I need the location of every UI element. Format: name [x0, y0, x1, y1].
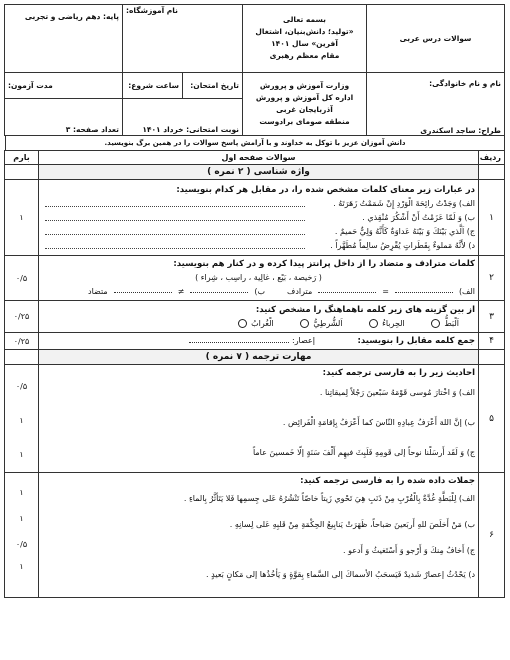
- answer-line[interactable]: [45, 206, 305, 207]
- list-item: ب) إنَّ اللهَ أَعْرَفُ عِبادِهِ النّاسَ كما أَعْرَفُ بِإقامَةِ الْفَرائِض .: [282, 418, 475, 427]
- questions-table: [4, 150, 505, 598]
- exam-date-cell: [182, 72, 242, 98]
- question-score: ۰/۲۵: [5, 301, 39, 333]
- subject-title: سوالات درس عربی: [399, 33, 472, 43]
- question-title: جمع کلمه مقابل را بنویسید:: [357, 336, 475, 346]
- answer-line[interactable]: [45, 248, 305, 249]
- answer-line[interactable]: [114, 292, 172, 293]
- question-6: [5, 473, 505, 598]
- section-translation-title: مهارت ترجمه ( ۷ نمره ): [39, 350, 479, 365]
- question-title: از بین گزینه های زیر کلمه ناهماهنگ را مشخص کنید:: [255, 304, 475, 315]
- list-item: د) لأَنَّهُ مَملوءٌ بِقَطَراتٍ يُقْرِضُ سالِماً مُطَهَّراً .: [42, 239, 475, 253]
- question-score: ۱: [19, 514, 24, 523]
- option-4[interactable]: الْغُرابُ: [236, 317, 274, 331]
- radio-circle-icon[interactable]: [300, 319, 309, 328]
- list-item: ب) مَنْ أَخلَصَ للهِ أَربَعينَ صَباحاً، ظَهَرَتْ يَنابِيعُ الحِكْمَةِ مِنْ قَلبِهِ عَلى لِسانِهِ .: [229, 520, 475, 529]
- program-attribution: مقام معظم رهبری: [269, 51, 340, 61]
- radio-circle-icon[interactable]: [431, 319, 440, 328]
- question-score: ۱: [19, 488, 24, 497]
- option-3[interactable]: اَلشُّرطِيُّ: [298, 317, 342, 331]
- program-cell: [242, 5, 366, 73]
- question-score: ۱: [5, 180, 39, 256]
- exam-header: [4, 4, 505, 136]
- question-4: [5, 333, 505, 350]
- question-body: [39, 333, 479, 350]
- answer-line[interactable]: [45, 220, 305, 221]
- question-body: [39, 301, 479, 333]
- question-title: احادیث زیر را به فارسی ترجمه کنید:: [322, 368, 475, 378]
- pages-cell: [4, 98, 122, 135]
- question-score: ۰/۵: [15, 382, 28, 391]
- answer-row: الف) = مترادف ب) ≠ متضاد: [88, 287, 475, 296]
- option-2[interactable]: الحِرباءُ: [367, 317, 405, 331]
- basmala: بسمه تعالی: [283, 15, 326, 25]
- option-1[interactable]: اَلْبَطُّ: [429, 317, 459, 331]
- word-bank: ( رَخيصة ، بَيْع ، غالِية ، راسِب ، شِراء ): [195, 273, 322, 282]
- grade-label: پایه: دهم ریاضی و تجربی: [24, 12, 119, 21]
- school-label: نام آموزشگاه:: [125, 6, 178, 15]
- answer-line[interactable]: [190, 292, 248, 293]
- school-cell: [122, 5, 242, 73]
- name-label: نام و نام خانوادگی:: [429, 78, 501, 88]
- designer-label: طراح: ساجد اسکندری: [420, 126, 501, 135]
- question-number: ۳: [479, 301, 505, 333]
- question-word: إعصار:: [292, 336, 315, 345]
- list-item: ج) أَخافُ مِنكَ وَ أَرْجو وَ أَسْتَغيثُ وَ أَدعو .: [343, 546, 475, 555]
- session-cell: [122, 98, 242, 135]
- questions-table-head: [5, 151, 505, 165]
- ministry-cell: [242, 72, 366, 135]
- question-number: ۴: [479, 333, 505, 350]
- question-3: [5, 301, 505, 333]
- pages-label: تعداد صفحه: ۳: [65, 125, 119, 134]
- questions-column-header: سوالات صفحه اول: [39, 151, 479, 165]
- question-body: [39, 365, 479, 473]
- list-item: الف) وَجَدْتُ رائِحَةَ الْوَرْدِ إِنْ شَمَمْتُ زَهَرَتَهُ .: [42, 197, 475, 211]
- answer-line[interactable]: [318, 292, 376, 293]
- duration-label: مدت آزمون:: [7, 80, 53, 90]
- question-2: [5, 256, 505, 301]
- question-scores: [5, 473, 39, 598]
- question-number: ۱: [479, 180, 505, 256]
- answer-line[interactable]: [45, 234, 305, 235]
- question-title: کلمات مترادف و متضاد را از داخل پرانتز پیدا کرده و در کنار هم بنویسید:: [173, 259, 475, 269]
- question-number: ۵: [479, 365, 505, 473]
- answer-line[interactable]: [189, 342, 289, 343]
- exam-sheet: [5, 4, 505, 656]
- score-column-header: بارم: [5, 151, 39, 165]
- list-item: ب) وَ لَمّا عَزَمْتُ أَنْ أَشْكُرَ مُنْقِذي .: [42, 211, 475, 225]
- duration-cell: [4, 72, 122, 98]
- question-title: جملات داده شده را به فارسی ترجمه کنید:: [300, 476, 475, 486]
- section-vocab-title: واژه شناسی ( ۲ نمره ): [39, 165, 479, 180]
- exam-date-label: تاریخ امتحان:: [190, 80, 239, 90]
- question-body: [39, 473, 479, 598]
- list-item: الف) لِلْبَطَّةِ غُدَّةٌ بِالْقُرْبِ مِنْ ذَنَبِ هِيَ تَحْوي زَيتاً خاصّاً تَنْشُرُهُ عَلى جِسمِها فَلا يَتَأثَّرُ بِالماءِ .: [183, 494, 475, 503]
- question-number: ۲: [479, 256, 505, 301]
- start-time-cell: [122, 72, 182, 98]
- radio-circle-icon[interactable]: [238, 319, 247, 328]
- instructions-notice: دانش آموزان عزیز با توکل به خداوند و با آرامش پاسخ سوالات را در همین برگ بنویسید.: [5, 136, 505, 150]
- question-number: ۶: [479, 473, 505, 598]
- question-score: ۱: [19, 450, 24, 459]
- province-office: اداره کل آموزش و پرورش آذربایجان غربی: [255, 92, 354, 114]
- list-item: ج) اَلَّذي بَيْنَكَ وَ بَيْنَهُ عَداوَةٌ كَأَنَّهُ وَلِيٌّ حَميمٌ .: [42, 225, 475, 239]
- question-body: [39, 256, 479, 301]
- start-time-label: ساعت شروع:: [128, 80, 179, 90]
- question-body: [39, 180, 479, 256]
- radio-circle-icon[interactable]: [369, 319, 378, 328]
- list-item: ج) وَ لَقَد أَرسَلْنا نوحاً إلى قَومِهِ فَلَبِثَ فيهِم أَلْفَ سَنَةٍ إلّا خَمسينَ عاماً: [252, 448, 475, 457]
- subject-cell: [367, 5, 505, 73]
- question-score: ۱: [19, 562, 24, 571]
- question-1: [5, 180, 505, 256]
- question-scores: [5, 365, 39, 473]
- grade-cell: [4, 5, 122, 73]
- district-name: منطقه صومای برادوست: [259, 116, 350, 126]
- list-item: د) يَحْدُثُ إعصارٌ شَديدٌ فَيَسحَبُ الأسماكَ إلى السَّماءِ بِقوَّةٍ وَ يَأخُذُها إلى مَكانٍ بَعيدٍ .: [206, 570, 475, 579]
- question-score: ۱: [19, 416, 24, 425]
- session-label: نوبت امتحانی: خرداد ۱۴۰۱: [142, 125, 239, 134]
- question-5: [5, 365, 505, 473]
- question-title: در عبارات زیر معنای کلمات مشخص شده را، در مقابل هر کدام بنویسید:: [176, 184, 475, 195]
- list-item: الف) وَ اخْتارَ مُوسى قَوْمَهُ سَبْعينَ رَجُلاً لِميقاتِنا .: [319, 388, 475, 397]
- question-score: ۰/۵: [5, 256, 39, 301]
- program-slogan: «تولید؛ دانش‌بنیان، اشتغال آفرین» سال ۱۴۰۱: [255, 27, 354, 49]
- row-column-header: ردیف: [479, 151, 505, 165]
- ministry-name: وزارت آموزش و پرورش: [259, 80, 350, 90]
- question-score: ۰/۵: [15, 540, 28, 549]
- options-row: [42, 317, 475, 331]
- answer-line[interactable]: [395, 292, 453, 293]
- question-score: ۰/۲۵: [5, 333, 39, 350]
